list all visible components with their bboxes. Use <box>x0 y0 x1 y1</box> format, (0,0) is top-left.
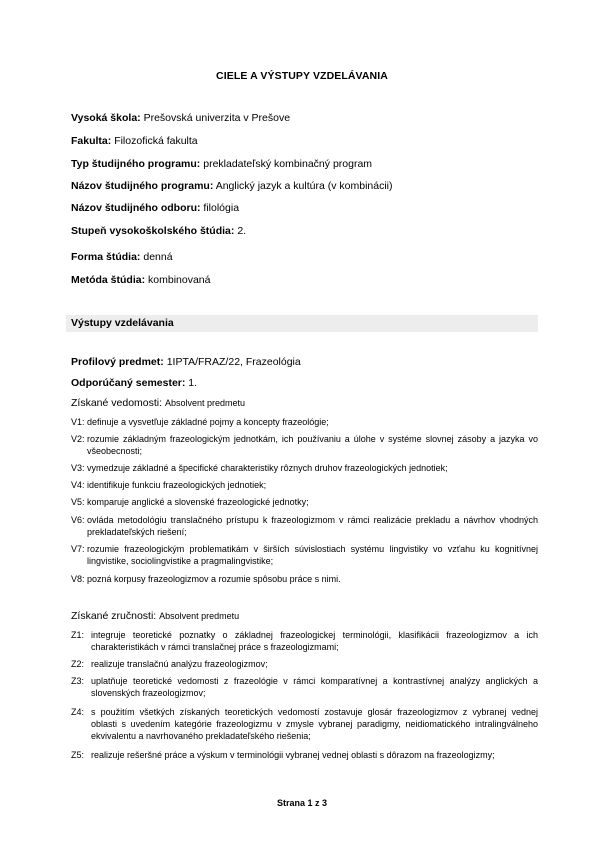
semester-label: Odporúčaný semester: <box>71 377 186 389</box>
info-value: Filozofická fakulta <box>114 135 198 147</box>
info-label: Fakulta: <box>71 135 112 147</box>
document-title: CIELE A VÝSTUPY VZDELÁVANIA <box>216 70 388 82</box>
item-text: definuje a vysvetľuje základné pojmy a koncepty frazeológie; <box>87 417 329 427</box>
list-item <box>71 629 538 653</box>
item-code: Z2: <box>71 659 85 669</box>
list-item <box>71 514 538 538</box>
list-item <box>71 706 538 742</box>
info-forma <box>71 251 173 263</box>
info-value: kombinovaná <box>148 274 211 286</box>
section-title: Výstupy vzdelávania <box>71 317 174 329</box>
item-text: vymedzuje základné a špecifické charakteristiky rôznych druhov frazeologických jednotiek; <box>87 463 448 473</box>
info-value: filológia <box>203 202 240 214</box>
item-text: realizuje translačnú analýzu frazeologizmov; <box>91 659 268 669</box>
page-number: Strana 1 z 3 <box>276 798 328 808</box>
info-nazov-odboru <box>71 202 239 214</box>
item-code: V7: <box>71 544 85 554</box>
vedomosti-heading-text: Získané vedomosti: <box>71 397 163 409</box>
info-label: Metóda štúdia: <box>71 274 146 286</box>
info-label: Stupeň vysokoškolského štúdia: <box>71 225 235 237</box>
list-item <box>71 433 538 457</box>
zrucnosti-heading-text: Získané zručnosti: <box>71 610 157 622</box>
item-text: identifikuje funkciu frazeologických jednotiek; <box>87 480 267 490</box>
vedomosti-intro: Absolvent predmetu <box>164 398 246 408</box>
info-label: Vysoká škola: <box>71 112 141 124</box>
info-nazov-programu <box>71 180 393 192</box>
info-label: Typ študijného programu: <box>71 158 201 170</box>
list-item <box>71 543 538 567</box>
info-label: Názov študijného programu: <box>71 180 214 192</box>
list-item <box>71 462 538 474</box>
item-text: ovláda metodológiu translačného prístupu k frazeologizmom v rámci realizácie prekladu a návrhov vhodných prekladateľských riešení; <box>87 515 538 537</box>
info-value: Prešovská univerzita v Prešove <box>143 112 291 124</box>
list-item <box>71 658 538 670</box>
item-code: Z4: <box>71 707 85 717</box>
item-code: V3: <box>71 463 85 473</box>
item-text: komparuje anglické a slovenské frazeologické jednotky; <box>87 497 309 507</box>
item-code: V1: <box>71 417 85 427</box>
info-vysoka-skola <box>71 112 290 124</box>
item-text: s použitím všetkých získaných teoretických vedomostí zostavuje glosár frazeologizmov z vybranej vednej oblasti s uvedením kategórie frazeologizmu v zmysle vybranej paradigmy, neidiomatického intralingválneho ekvivalentu a navrhovaného prekladateľského riešenia; <box>91 707 538 741</box>
profilovy-label: Profilový predmet: <box>71 356 164 368</box>
list-item <box>71 479 538 491</box>
item-code: V8: <box>71 574 85 584</box>
odporucany-semester <box>71 377 197 389</box>
item-text: pozná korpusy frazeologizmov a rozumie spôsobu práce s nimi. <box>87 574 341 584</box>
profilovy-value: 1IPTA/FRAZ/22, Frazeológia <box>166 356 301 368</box>
info-label: Názov študijného odboru: <box>71 202 201 214</box>
item-text: rozumie základným frazeologickým jednotkám, ich používaniu a úlohe v systéme slovnej zásoby a jazyka vo všeobecnosti; <box>87 434 538 456</box>
item-code: Z5: <box>71 750 85 760</box>
zrucnosti-intro: Absolvent predmetu <box>159 611 240 621</box>
semester-value: 1. <box>188 377 198 389</box>
list-item <box>71 416 538 428</box>
item-text: realizuje rešeršné práce a výskum v terminológii vybranej vednej oblasti s dôrazom na frazeologizmy; <box>91 750 495 760</box>
list-item <box>71 496 538 508</box>
item-text: uplatňuje teoretické vedomosti z frazeológie v rámci komparatívnej a kontrastívnej analýzy anglických a slovenských frazeologizmov; <box>91 676 538 698</box>
item-code: V6: <box>71 515 85 525</box>
item-code: V5: <box>71 497 85 507</box>
info-value: prekladateľský kombinačný program <box>203 158 373 170</box>
info-typ-programu <box>71 158 372 170</box>
list-item <box>71 573 538 585</box>
info-stupen <box>71 225 246 237</box>
vedomosti-heading <box>71 397 245 409</box>
item-code: Z1: <box>71 630 85 640</box>
list-item <box>71 675 538 699</box>
item-text: integruje teoretické poznatky o základnej frazeologickej terminológii, klasifikácii frazeologizmov a ich charakteristikách v rámci translačnej práce s frazeologizmami; <box>91 630 538 652</box>
info-fakulta <box>71 135 198 147</box>
section-header <box>66 315 538 332</box>
zrucnosti-heading <box>71 610 239 622</box>
info-value: 2. <box>237 225 247 237</box>
info-metoda <box>71 274 210 286</box>
info-label: Forma štúdia: <box>71 251 141 263</box>
info-value: denná <box>143 251 173 263</box>
item-text: rozumie frazeologickým problematikám v širších súvislostiach systému lingvistiky vo vzťahu ku kognitívnej lingvistike, sociolingvistike a pragmalingvistike; <box>87 544 538 566</box>
profilovy-predmet <box>71 356 301 368</box>
item-code: V4: <box>71 480 85 490</box>
item-code: Z3: <box>71 676 85 686</box>
item-code: V2: <box>71 434 85 444</box>
list-item <box>71 749 538 761</box>
info-value: Anglický jazyk a kultúra (v kombinácii) <box>215 180 393 192</box>
